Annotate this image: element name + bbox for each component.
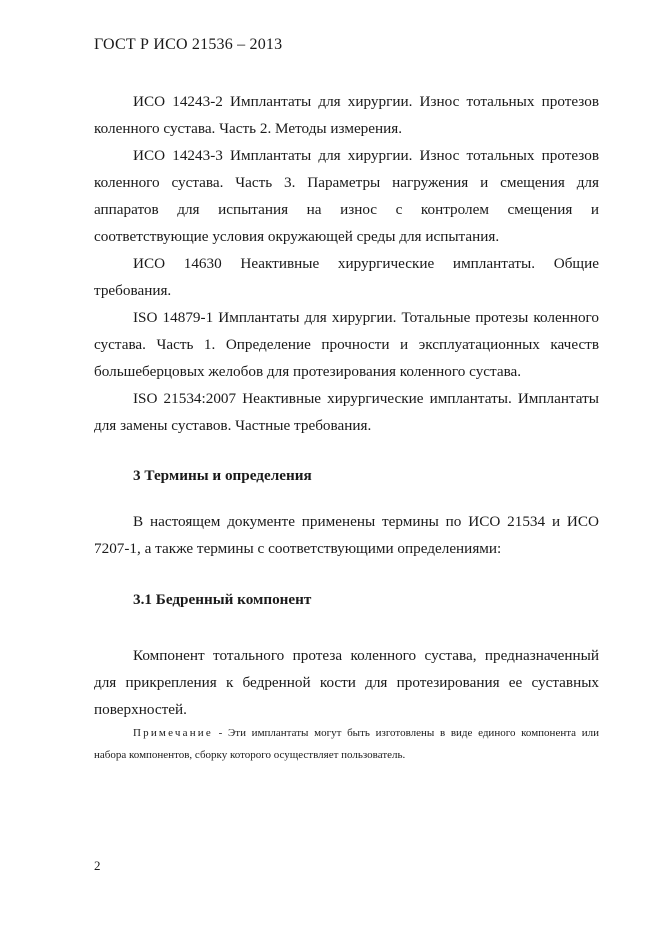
document-header: ГОСТ Р ИСО 21536 – 2013 bbox=[94, 36, 283, 53]
note-label: Примечание bbox=[133, 727, 213, 739]
note-text: - Эти имплантаты могут быть изготовлены в виде единого компонента или набора компонентов, сборку которого осуществляет пользователь. bbox=[94, 727, 599, 761]
section-3-intro: В настоящем документе применены термины по ИСО 21534 и ИСО 7207-1, а также термины с соответствующими определениями: bbox=[94, 513, 599, 557]
reference-iso-21534: ISO 21534:2007 Неактивные хирургические имплантаты. Имплантаты для замены суставов. Частные требования. bbox=[94, 390, 599, 434]
reference-iso-14243-3: ИСО 14243-3 Имплантаты для хирургии. Износ тотальных протезов коленного сустава. Часть 3. Параметры нагружения и смещения для аппаратов для испытания на износ с контролем смещения и соответствующие условия окружающей среды для испытания. bbox=[94, 147, 599, 245]
section-3-heading: 3 Термины и определения bbox=[133, 467, 312, 484]
page-number: 2 bbox=[94, 858, 101, 873]
section-3-1-heading: 3.1 Бедренный компонент bbox=[133, 591, 312, 608]
reference-iso-14243-2: ИСО 14243-2 Имплантаты для хирургии. Износ тотальных протезов коленного сустава. Часть 2. Методы измерения. bbox=[94, 93, 599, 137]
section-3-1-definition: Компонент тотального протеза коленного сустава, предназначенный для прикрепления к бедренной кости для протезирования ее суставных поверхностей. bbox=[94, 647, 599, 718]
note-paragraph bbox=[94, 722, 599, 766]
reference-iso-14879-1: ISO 14879-1 Имплантаты для хирургии. Тотальные протезы коленного сустава. Часть 1. Определение прочности и эксплуатационных качеств большеберцовых желобов для протезирования коленного сустава. bbox=[94, 309, 599, 380]
reference-iso-14630: ИСО 14630 Неактивные хирургические имплантаты. Общие требования. bbox=[94, 255, 599, 299]
